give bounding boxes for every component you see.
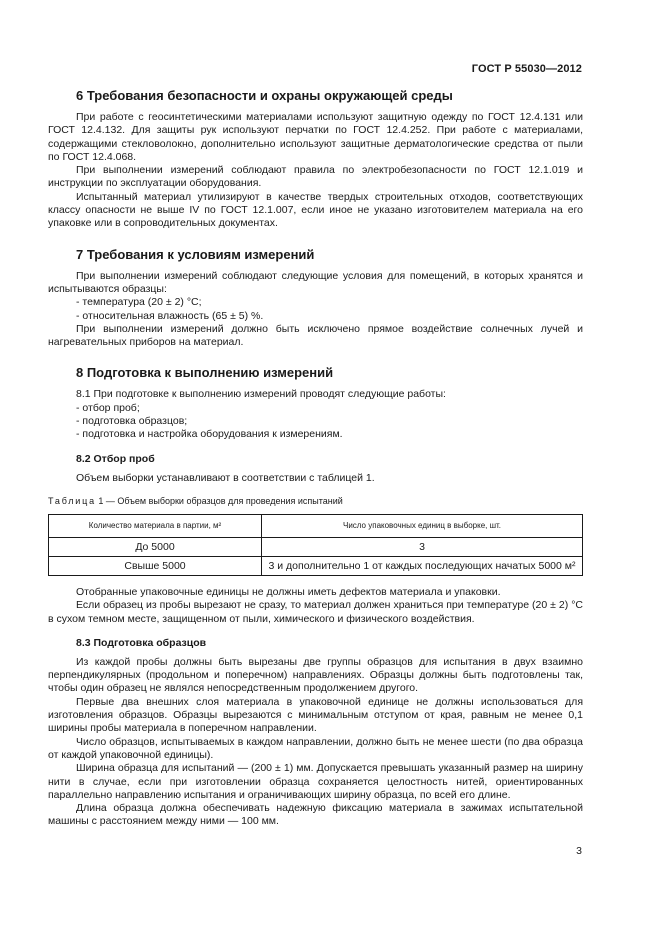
table-row	[49, 537, 583, 556]
subsection-8-2-paragraph: Если образец из пробы вырезают не сразу, то материал должен храниться при температуре (20 ± 2) °С в сухом темном месте, защищенном от пыли, химического и физического воздействия.	[48, 599, 583, 625]
list-item: - отбор проб;	[76, 401, 140, 414]
table-row	[49, 556, 583, 575]
subsection-8-3-paragraph: Число образцов, испытываемых в каждом направлении, должно быть не менее шести (по два образца от каждой упаковочной единицы).	[48, 735, 583, 761]
section-6-title: 6 Требования безопасности и охраны окружающей среды	[76, 88, 453, 103]
document-code: ГОСТ Р 55030—2012	[471, 63, 582, 75]
list-item: - подготовка образцов;	[76, 415, 188, 428]
table-caption-text: 1 — Объем выборки образцов для проведения испытаний	[95, 495, 343, 506]
section-6-paragraph: Испытанный материал утилизируют в качестве твердых строительных отходов, соответствующих классу опасности не выше IV по ГОСТ 12.1.007, если иное не указано изготовителем материала на его упаковке или в сопроводительных документах.	[48, 190, 583, 230]
subsection-8-2-paragraph: Отобранные упаковочные единицы не должны иметь дефектов материала и упаковки.	[76, 585, 501, 598]
table-header-cell: Количество материала в партии, м²	[49, 514, 262, 537]
table-caption-label: Таблица	[48, 495, 96, 506]
table-cell: Свыше 5000	[49, 556, 262, 575]
section-6-paragraph: При выполнении измерений соблюдают правила по электробезопасности по ГОСТ 12.1.019 и инструкции по эксплуатации оборудования.	[48, 164, 583, 190]
subsection-8-3-paragraph: Длина образца должна обеспечивать надежную фиксацию материала в зажимах испытательной машины с расстоянием между ними — 100 мм.	[48, 802, 583, 828]
section-8-paragraph: 8.1 При подготовке к выполнению измерений проводят следующие работы:	[76, 388, 446, 401]
page-content	[48, 88, 583, 829]
list-item: - температура (20 ± 2) °С;	[76, 296, 202, 309]
sample-volume-table	[48, 514, 583, 576]
subsection-8-2-paragraph: Объем выборки устанавливают в соответствии с таблицей 1.	[76, 471, 375, 484]
subsection-8-3-title: 8.3 Подготовка образцов	[76, 636, 207, 649]
list-item: - подготовка и настройка оборудования к измерениям.	[76, 428, 343, 441]
subsection-8-3-paragraph: Из каждой пробы должны быть вырезаны две группы образцов для испытания в двух взаимно перпендикулярных (продольном и поперечном) направлениях. Образцы должны быть подготовлены так, чтобы один образец не являлся непосредственным продолжением другого.	[48, 655, 583, 695]
section-8-title: 8 Подготовка к выполнению измерений	[76, 365, 334, 381]
list-item: - относительная влажность (65 ± 5) %.	[76, 309, 264, 322]
subsection-8-2-title: 8.2 Отбор проб	[76, 452, 155, 465]
section-7-title: 7 Требования к условиям измерений	[76, 246, 315, 262]
table-caption	[48, 495, 583, 507]
table-cell: До 5000	[49, 537, 262, 556]
section-7-paragraph: При выполнении измерений должно быть исключено прямое воздействие солнечных лучей и нагревательных приборов на материал.	[48, 322, 583, 349]
section-6-paragraph: При работе с геосинтетическими материалами используют защитную одежду по ГОСТ 12.4.131 или ГОСТ 12.4.132. Для защиты рук используют перчатки по ГОСТ 12.4.252. При работе с материалами, содержащими стекловолокно, дополнительно используют защитные дерматологические средства от пыли по ГОСТ 12.4.068.	[48, 111, 583, 163]
table-cell: 3 и дополнительно 1 от каждых последующих начатых 5000 м²	[262, 556, 583, 575]
subsection-8-3-paragraph: Ширина образца для испытаний — (200 ± 1) мм. Допускается превышать указанный размер на ширину нити в случае, если при изготовлении образца сохраняется целостность нитей, ориентированных параллельно направлению испытания и ограничивающих ширину образца, по всей его длине.	[48, 762, 583, 801]
table-cell: 3	[262, 537, 583, 556]
subsection-8-3-paragraph: Первые два внешних слоя материала в упаковочной единице не должны использоваться для изготовления образцов. Образцы вырезаются с минимальным отступом от края, равным не менее 0,1 ширины пробы материала в поперечном направлении.	[48, 695, 583, 735]
table-header-row	[49, 514, 583, 537]
page-number: 3	[576, 845, 582, 857]
table-header-cell: Число упаковочных единиц в выборке, шт.	[262, 514, 583, 537]
section-7-paragraph: При выполнении измерений соблюдают следующие условия для помещений, в которых хранятся и испытываются образцы:	[48, 269, 583, 295]
